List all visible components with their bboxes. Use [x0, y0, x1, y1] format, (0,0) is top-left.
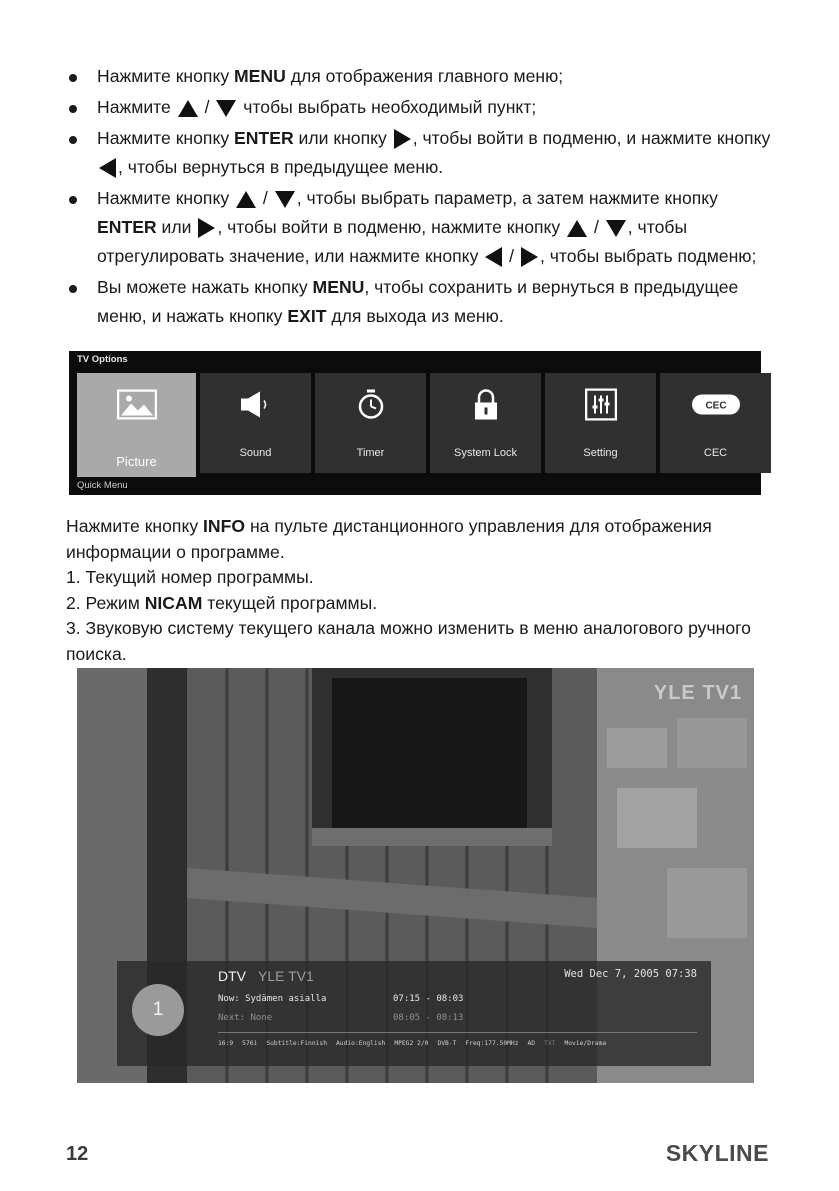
arrow-up-icon: [178, 100, 198, 117]
key-name: MENU: [234, 66, 286, 86]
menu-item-timer[interactable]: Timer: [315, 373, 426, 473]
instruction-item: Нажмите кнопку / , чтобы выбрать параметр, а затем нажмите кнопку ENTER или , чтобы войти в подменю, нажмите кнопку / , чтобы отрегулировать значение, или нажмите кнопку / , чтобы выбрать подменю;: [66, 184, 772, 271]
arrow-right-icon: [394, 129, 411, 149]
menu-item-setting[interactable]: Setting: [545, 373, 656, 473]
arrow-down-icon: [216, 100, 236, 117]
channel-watermark: YLE TV1: [653, 682, 742, 704]
instruction-item: Вы можете нажать кнопку MENU, чтобы сохранить и вернуться в предыдущее меню, и нажать кнопку EXIT для выхода из меню.: [66, 273, 772, 331]
channel-number-badge: 1: [132, 984, 184, 1036]
page-number: 12: [66, 1143, 89, 1165]
arrow-up-icon: [567, 220, 587, 237]
arrow-up-icon: [236, 191, 256, 208]
menu-footer: Quick Menu: [77, 480, 128, 491]
speaker-icon: [236, 391, 276, 424]
info-item: 1. Текущий номер программы.: [66, 567, 314, 587]
arrow-right-icon: [198, 218, 215, 238]
instruction-list: [66, 62, 772, 331]
now-time: 07:15 - 08:03: [393, 994, 464, 1004]
key-name: MENU: [312, 277, 365, 297]
info-paragraph: Нажмите кнопку INFO на пульте дистанционного управления для отображения информации о программе.: [66, 516, 712, 562]
menu-tiles: [77, 373, 771, 477]
tv-screen-photo: [77, 668, 754, 1083]
instruction-item: Нажмите кнопку ENTER или кнопку , чтобы войти в подменю, и нажмите кнопку , чтобы вернуться в предыдущее меню.: [66, 124, 772, 182]
instruction-item: Нажмите кнопку MENU для отображения главного меню;: [66, 62, 772, 91]
channel-name: YLE TV1: [258, 968, 314, 984]
date-time: Wed Dec 7, 2005 07:38: [564, 968, 697, 980]
sliders-icon: [585, 389, 617, 426]
key-name: ENTER: [234, 128, 294, 148]
now-program: Now: Sydämen asialla: [218, 994, 327, 1004]
arrow-down-icon: [606, 220, 626, 237]
menu-item-picture[interactable]: Picture: [77, 373, 196, 477]
arrow-left-icon: [99, 158, 116, 178]
arrow-left-icon: [485, 247, 502, 267]
brand-logo: SKYLINE: [665, 1140, 769, 1166]
tech-info-row: 16:9 576i Subtitle:Finnish Audio:English MPEG2 2/0 DVB-T Freq:177.50MHz AD TXT Movie/Drama: [218, 1040, 607, 1047]
key-name: ENTER: [97, 217, 157, 237]
padlock-icon: [473, 389, 499, 426]
instruction-item: Нажмите / чтобы выбрать необходимый пункт;: [66, 93, 772, 122]
menu-item-sound[interactable]: Sound: [200, 373, 311, 473]
key-name: EXIT: [287, 306, 327, 326]
cec-badge-text: CEC: [704, 400, 727, 412]
next-program: Next: None: [218, 1013, 273, 1023]
menu-item-cec[interactable]: CEC CEC: [660, 373, 771, 473]
key-name: NICAM: [144, 592, 203, 613]
arrow-down-icon: [275, 191, 295, 208]
picture-icon: [117, 390, 157, 425]
info-item: 3. Звуковую систему текущего канала можно изменить в меню аналогового ручного поиска.: [66, 618, 751, 664]
menu-item-system-lock[interactable]: System Lock: [430, 373, 541, 473]
arrow-right-icon: [521, 247, 538, 267]
info-description: [66, 514, 772, 667]
source-label: DTV: [218, 968, 246, 984]
banner-divider: [218, 1032, 697, 1033]
cec-icon: [691, 394, 741, 421]
stopwatch-icon: [356, 389, 386, 426]
menu-title: TV Options: [77, 354, 128, 365]
tv-options-menu: [69, 351, 761, 495]
info-item: 2. Режим NICAM текущей программы.: [66, 592, 378, 613]
info-banner: [117, 961, 711, 1066]
next-time: 08:05 - 08:13: [393, 1013, 464, 1023]
key-name: INFO: [203, 516, 246, 536]
